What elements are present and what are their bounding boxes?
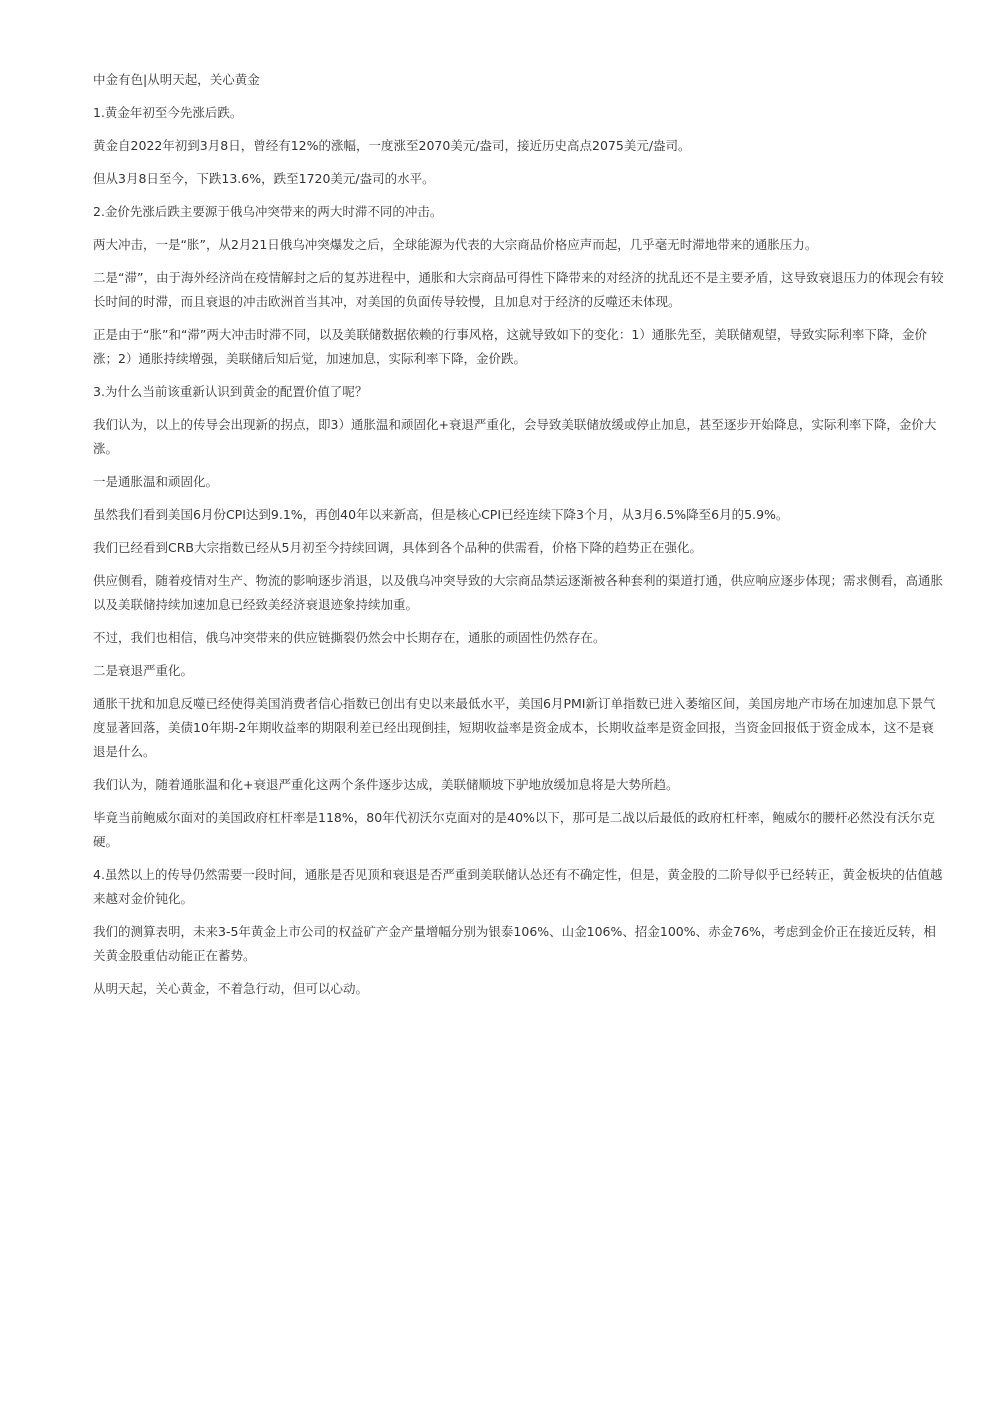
article-title: 中金有色|从明天起，关心黄金 bbox=[93, 72, 260, 87]
paragraph: 两大冲击，一是“胀”，从2月21日俄乌冲突爆发之后，全球能源为代表的大宗商品价格应声而起，几乎毫无时滞地带来的通胀压力。 bbox=[93, 237, 818, 252]
subheading: 一是通胀温和顽固化。 bbox=[93, 474, 219, 489]
section-heading-1: 1.黄金年初至今先涨后跌。 bbox=[93, 105, 243, 120]
section-heading-3: 3.为什么当前该重新认识到黄金的配置价值了呢？ bbox=[93, 384, 368, 399]
paragraph: 我们已经看到CRB大宗指数已经从5月初至今持续回调，具体到各个品种的供需看，价格下降的趋势正在强化。 bbox=[93, 540, 702, 555]
section-heading-2: 2.金价先涨后跌主要源于俄乌冲突带来的两大时滞不同的冲击。 bbox=[93, 204, 443, 219]
subheading: 二是衰退严重化。 bbox=[93, 663, 194, 678]
article-body bbox=[93, 68, 945, 1010]
section-heading-4: 4.虽然以上的传导仍然需要一段时间，通胀是否见顶和衰退是否严重到美联储认怂还有不确定性，但是，黄金股的二阶导似乎已经转正，黄金板块的估值越来越对金价钝化。 bbox=[93, 867, 943, 906]
paragraph: 我们认为，随着通胀温和化+衰退严重化这两个条件逐步达成，美联储顺坡下驴地放缓加息将是大势所趋。 bbox=[93, 777, 679, 792]
paragraph: 正是由于“胀”和“滞”两大冲击时滞不同，以及美联储数据依赖的行事风格，这就导致如下的变化：1）通胀先至，美联储观望，导致实际利率下降，金价涨；2）通胀持续增强，美联储后知后觉，加速加息，实际利率下降，金价跌。 bbox=[93, 327, 927, 366]
paragraph: 供应侧看，随着疫情对生产、物流的影响逐步消退，以及俄乌冲突导致的大宗商品禁运逐渐被各种套利的渠道打通，供应响应逐步体现；需求侧看，高通胀以及美联储持续加速加息已经致美经济衰退迹象持续加重。 bbox=[93, 573, 944, 612]
paragraph: 黄金自2022年初到3月8日，曾经有12%的涨幅，一度涨至2070美元/盎司，接近历史高点2075美元/盎司。 bbox=[93, 138, 691, 153]
closing-paragraph: 从明天起，关心黄金，不着急行动，但可以心动。 bbox=[93, 981, 369, 996]
paragraph: 但从3月8日至今，下跌13.6%，跌至1720美元/盎司的水平。 bbox=[93, 171, 435, 186]
paragraph: 不过，我们也相信，俄乌冲突带来的供应链撕裂仍然会中长期存在，通胀的顽固性仍然存在。 bbox=[93, 630, 606, 645]
paragraph: 通胀干扰和加息反噬已经使得美国消费者信心指数已创出有史以来最低水平，美国6月PMI新订单指数已进入萎缩区间，美国房地产市场在加速加息下景气度显著回落，美债10年期-2年期收益率的期限利差已经出现倒挂，短期收益率是资金成本，长期收益率是资金回报，当资金回报低于资金成本，这不是衰退是什么。 bbox=[93, 696, 936, 759]
paragraph: 虽然我们看到美国6月份CPI达到9.1%，再创40年以来新高，但是核心CPI已经连续下降3个月，从3月6.5%降至6月的5.9%。 bbox=[93, 507, 789, 522]
paragraph: 我们认为，以上的传导会出现新的拐点，即3）通胀温和顽固化+衰退严重化，会导致美联储放缓或停止加息，甚至逐步开始降息，实际利率下降，金价大涨。 bbox=[93, 417, 937, 456]
paragraph: 毕竟当前鲍威尔面对的美国政府杠杆率是118%，80年代初沃尔克面对的是40%以下，那可是二战以后最低的政府杠杆率，鲍威尔的腰杆必然没有沃尔克硬。 bbox=[93, 810, 935, 849]
paragraph: 我们的测算表明，未来3-5年黄金上市公司的权益矿产金产量增幅分别为银泰106%、山金106%、招金100%、赤金76%，考虑到金价正在接近反转，相关黄金股重估动能正在蓄势。 bbox=[93, 924, 936, 963]
paragraph: 二是“滞”，由于海外经济尚在疫情解封之后的复苏进程中，通胀和大宗商品可得性下降带来的对经济的扰乱还不是主要矛盾，这导致衰退压力的体现会有较长时间的时滞，而且衰退的冲击欧洲首当其冲，对美国的负面传导较慢，且加息对于经济的反噬还未体现。 bbox=[93, 270, 944, 309]
